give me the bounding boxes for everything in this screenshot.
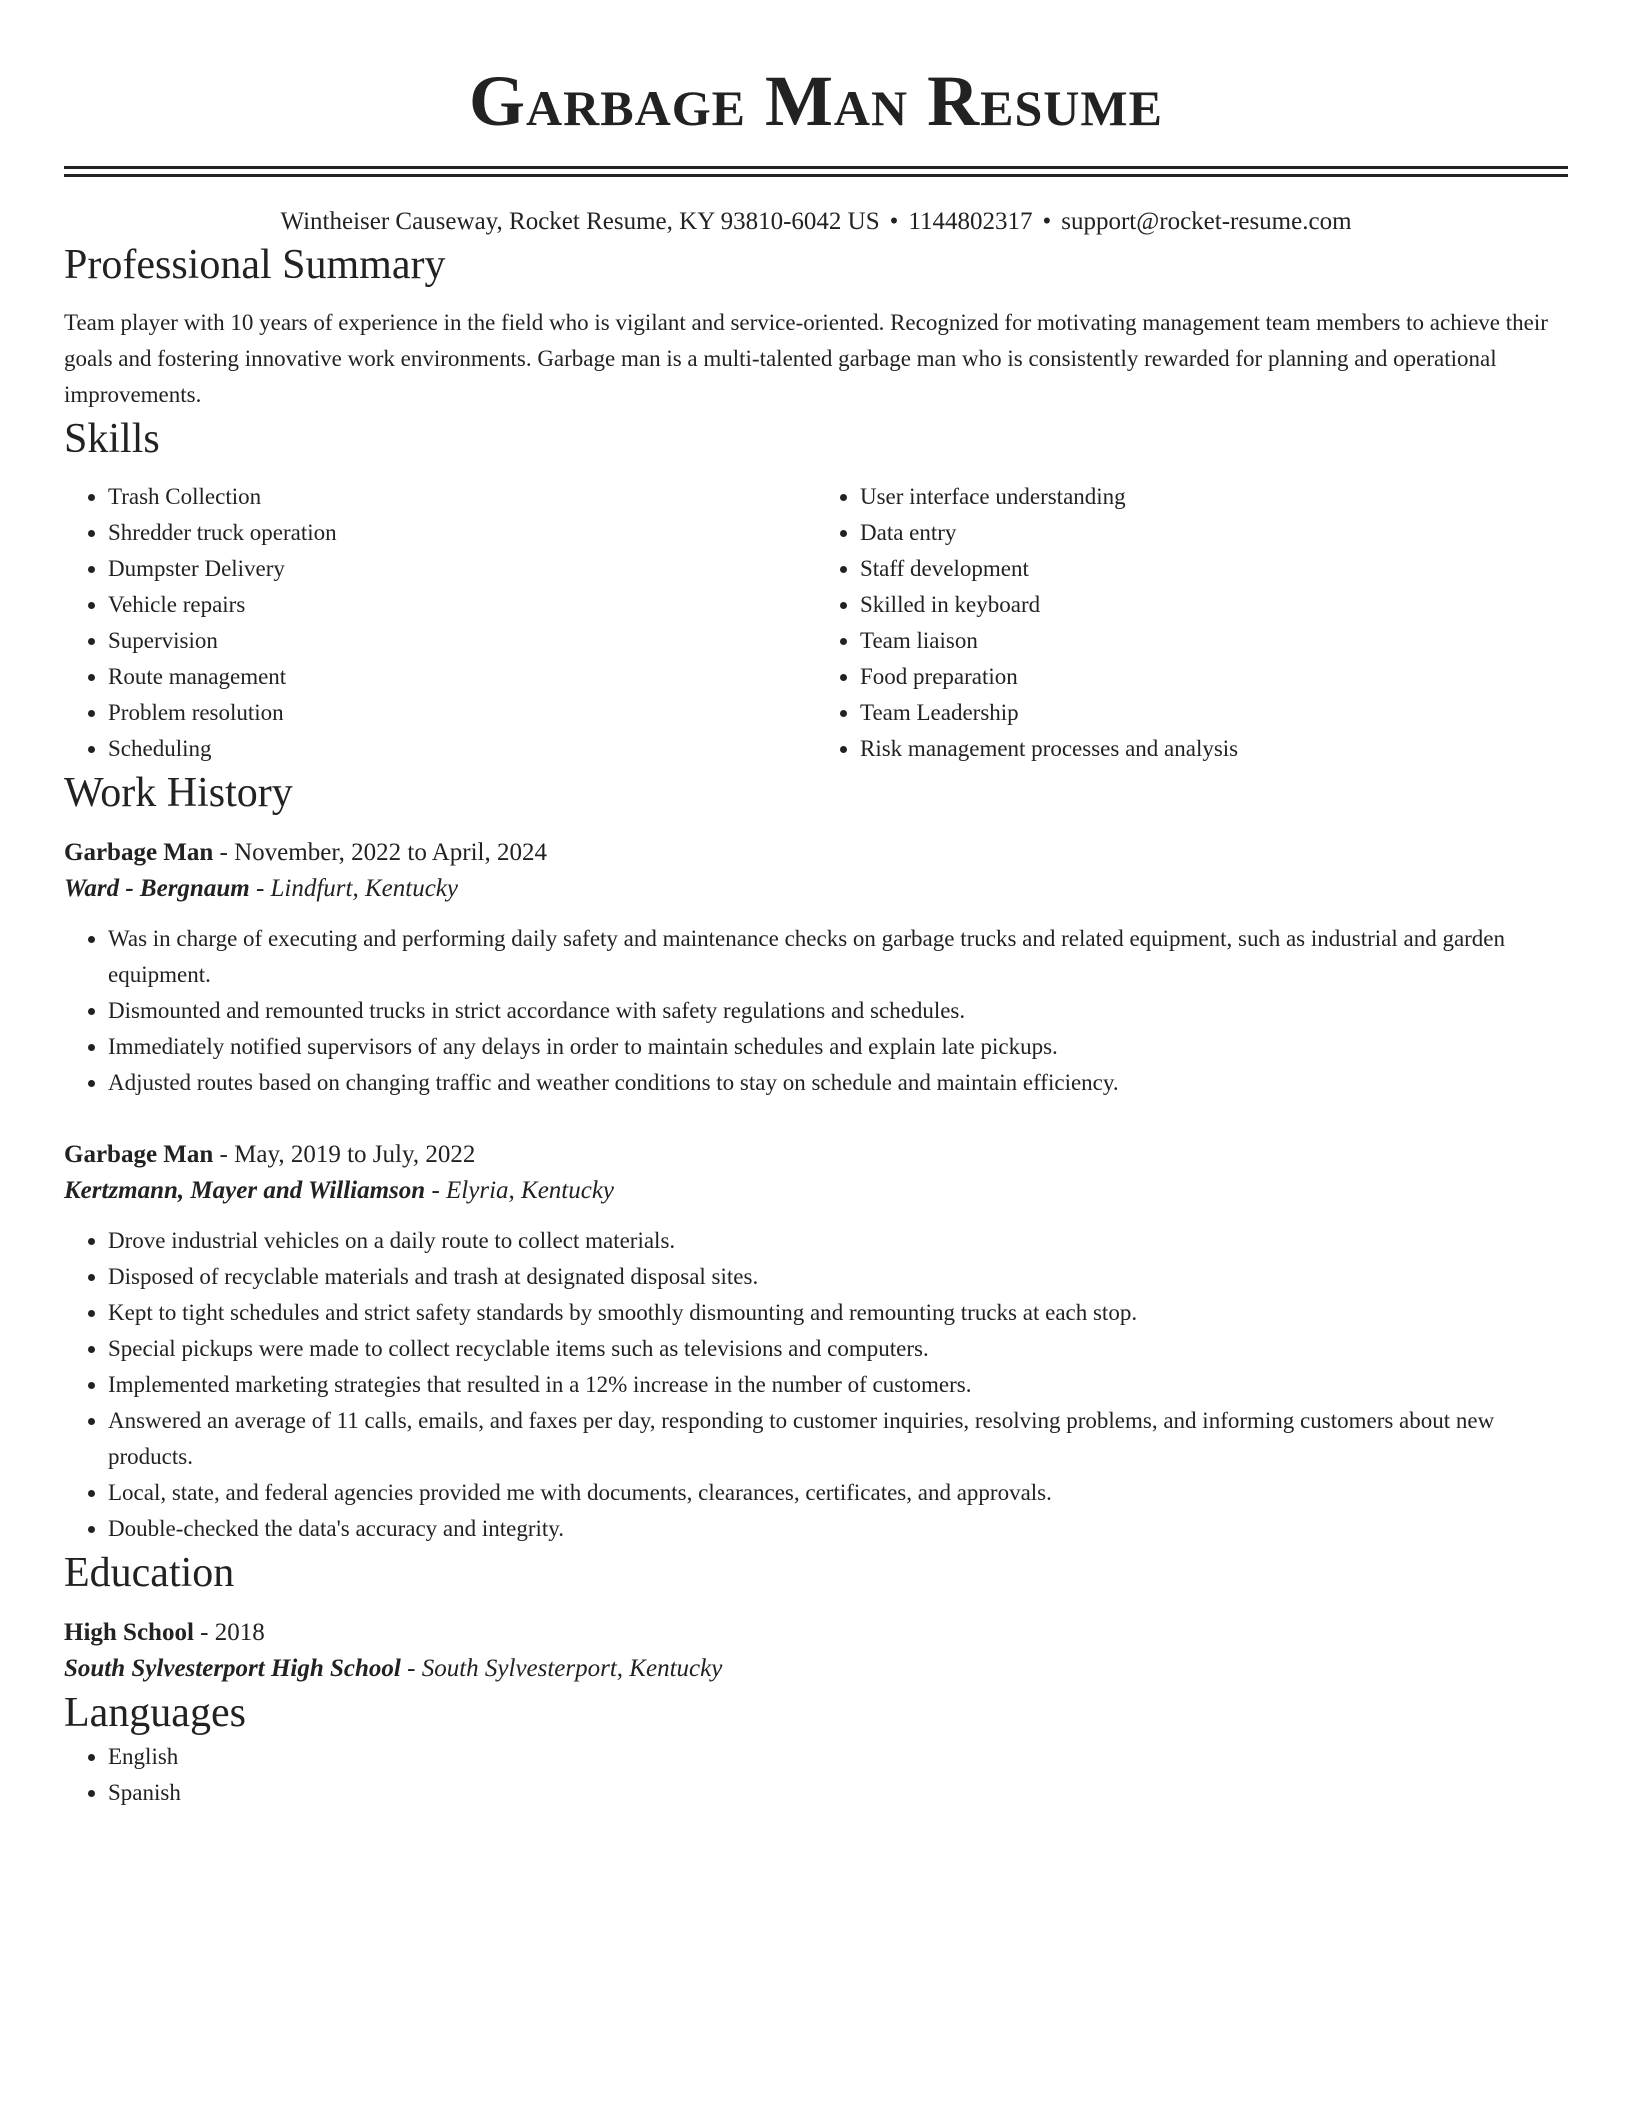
skill-item: • Scheduling: [108, 731, 816, 767]
education-year: 2018: [214, 1619, 265, 1646]
dash: -: [213, 1141, 235, 1168]
skill-item: • Trash Collection: [108, 479, 816, 515]
employer-line: [64, 871, 1568, 907]
job-dates: May, 2019 to July, 2022: [234, 1141, 476, 1168]
skill-item: • Data entry: [860, 515, 1568, 551]
duty-item: • Special pickups were made to collect recyclable items such as televisions and computers.: [108, 1331, 1568, 1367]
skill-item: • Route management: [108, 659, 816, 695]
duty-item: • Adjusted routes based on changing traffic and weather conditions to stay on schedule and maintain efficiency.: [108, 1065, 1568, 1101]
work-history-heading: Work History: [64, 770, 293, 816]
duty-item: • Was in charge of executing and performing daily safety and maintenance checks on garbage trucks and related equipment, such as industrial and garden equipment.: [108, 921, 1568, 993]
duty-item: • Dismounted and remounted trucks in strict accordance with safety regulations and schedules.: [108, 993, 1568, 1029]
duty-item: • Answered an average of 11 calls, emails, and faxes per day, responding to customer inquiries, resolving problems, and informing customers about new products.: [108, 1403, 1568, 1475]
skills-list-left: [64, 479, 816, 767]
dash: -: [400, 1655, 422, 1682]
job-entry: [64, 1137, 1568, 1547]
resume-title: Garbage Man Resume: [469, 61, 1163, 141]
duty-item: • Kept to tight schedules and strict safety standards by smoothly dismounting and remounting trucks at each stop.: [108, 1295, 1568, 1331]
skill-item: • Dumpster Delivery: [108, 551, 816, 587]
dash: -: [249, 875, 271, 902]
skill-item: • Problem resolution: [108, 695, 816, 731]
skills-heading: Skills: [64, 416, 160, 462]
contact-address: Wintheiser Causeway, Rocket Resume, KY 93810-6042 US: [280, 208, 880, 235]
education-degree: High School: [64, 1619, 194, 1646]
summary-text: Team player with 10 years of experience in the field who is vigilant and service-oriented. Recognized for motivating management team members to achieve their goals and fostering innovative work environments. Garbage man is a multi-talented garbage man who is consistently rewarded for planning and operational improvements.: [64, 310, 1548, 407]
job-duties: [64, 921, 1568, 1101]
skill-item: • Skilled in keyboard: [860, 587, 1568, 623]
languages-heading: Languages: [64, 1690, 246, 1736]
skill-item: • Food preparation: [860, 659, 1568, 695]
job-title: Garbage Man: [64, 1141, 214, 1168]
job-duties: [64, 1223, 1568, 1547]
contact-separator: •: [1042, 208, 1052, 235]
skill-item: • Team liaison: [860, 623, 1568, 659]
employer-location: Lindfurt, Kentucky: [270, 875, 458, 902]
skill-item: • Supervision: [108, 623, 816, 659]
skills-list-right: [816, 479, 1568, 767]
job-title: Garbage Man: [64, 839, 214, 866]
skill-item: • Team Leadership: [860, 695, 1568, 731]
education-school-line: [64, 1651, 1568, 1687]
summary-heading: Professional Summary: [64, 242, 446, 288]
duty-item: • Local, state, and federal agencies provided me with documents, clearances, certificates, and approvals.: [108, 1475, 1568, 1511]
dash: -: [425, 1177, 447, 1204]
contact-email[interactable]: support@rocket-resume.com: [1061, 208, 1352, 235]
education-location: South Sylvesterport, Kentucky: [421, 1655, 723, 1682]
dash: -: [193, 1619, 215, 1646]
language-item: • English: [108, 1739, 1568, 1775]
duty-item: • Double-checked the data's accuracy and integrity.: [108, 1511, 1568, 1547]
header-double-rule: [64, 166, 1568, 177]
education-degree-line: [64, 1615, 1568, 1651]
skills-columns: [64, 479, 1568, 767]
job-entry: [64, 835, 1568, 1101]
duty-item: • Implemented marketing strategies that resulted in a 12% increase in the number of customers.: [108, 1367, 1568, 1403]
contact-separator: •: [889, 208, 899, 235]
skill-item: • Shredder truck operation: [108, 515, 816, 551]
employer-line: [64, 1173, 1568, 1209]
skill-item: • User interface understanding: [860, 479, 1568, 515]
languages-list: [64, 1739, 1568, 1811]
job-title-line: [64, 1137, 1568, 1173]
dash: -: [213, 839, 235, 866]
duty-item: • Drove industrial vehicles on a daily route to collect materials.: [108, 1223, 1568, 1259]
employer-name: Kertzmann, Mayer and Williamson: [64, 1177, 426, 1204]
contact-phone: 1144802317: [908, 208, 1033, 235]
employer-location: Elyria, Kentucky: [446, 1177, 615, 1204]
job-title-line: [64, 835, 1568, 871]
skill-item: • Vehicle repairs: [108, 587, 816, 623]
education-school: South Sylvesterport High School: [64, 1655, 401, 1682]
language-item: • Spanish: [108, 1775, 1568, 1811]
employer-name: Ward - Bergnaum: [64, 875, 250, 902]
contact-line: [64, 205, 1568, 239]
duty-item: • Disposed of recyclable materials and trash at designated disposal sites.: [108, 1259, 1568, 1295]
job-dates: November, 2022 to April, 2024: [234, 839, 547, 866]
duty-item: • Immediately notified supervisors of any delays in order to maintain schedules and explain late pickups.: [108, 1029, 1568, 1065]
skill-item: • Staff development: [860, 551, 1568, 587]
education-heading: Education: [64, 1550, 235, 1596]
skill-item: • Risk management processes and analysis: [860, 731, 1568, 767]
